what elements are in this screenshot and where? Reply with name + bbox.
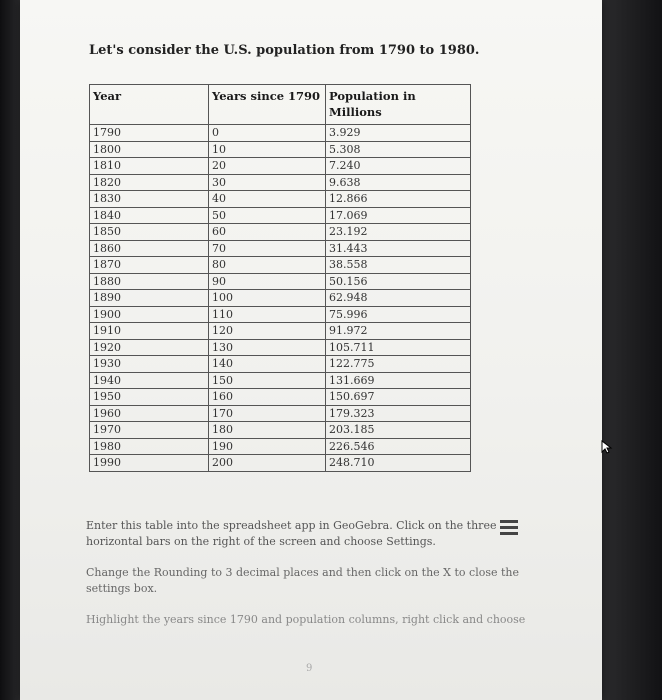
cell-year: 1820 xyxy=(90,174,209,191)
table-body xyxy=(90,125,471,472)
table-row xyxy=(90,273,471,290)
cell-year: 1960 xyxy=(90,405,209,422)
cell-year: 1810 xyxy=(90,158,209,175)
table-header-row xyxy=(90,85,471,125)
cell-years-since: 170 xyxy=(209,405,326,422)
cell-years-since: 0 xyxy=(209,125,326,142)
intro-text: Let's consider the U.S. population from 1790 to 1980. xyxy=(89,43,480,58)
cell-year: 1970 xyxy=(90,422,209,439)
cell-years-since: 20 xyxy=(209,158,326,175)
cell-year: 1800 xyxy=(90,141,209,158)
table-row xyxy=(90,438,471,455)
instruction-paragraph-3: Highlight the years since 1790 and population columns, right click and choose xyxy=(86,613,526,626)
table-row xyxy=(90,191,471,208)
cell-years-since: 90 xyxy=(209,273,326,290)
table-row xyxy=(90,455,471,472)
cell-years-since: 120 xyxy=(209,323,326,340)
population-table xyxy=(89,84,471,472)
header-years-since: Years since 1790 xyxy=(209,85,326,125)
cell-years-since: 50 xyxy=(209,207,326,224)
cell-population: 62.948 xyxy=(326,290,471,307)
table-row xyxy=(90,207,471,224)
cell-year: 1990 xyxy=(90,455,209,472)
cell-years-since: 70 xyxy=(209,240,326,257)
cell-years-since: 180 xyxy=(209,422,326,439)
cell-year: 1850 xyxy=(90,224,209,241)
cell-population: 9.638 xyxy=(326,174,471,191)
cell-population: 12.866 xyxy=(326,191,471,208)
cell-year: 1900 xyxy=(90,306,209,323)
table-row xyxy=(90,339,471,356)
cell-population: 122.775 xyxy=(326,356,471,373)
table-row xyxy=(90,174,471,191)
cell-years-since: 60 xyxy=(209,224,326,241)
cell-year: 1980 xyxy=(90,438,209,455)
cell-year: 1830 xyxy=(90,191,209,208)
cell-year: 1890 xyxy=(90,290,209,307)
cell-years-since: 140 xyxy=(209,356,326,373)
mouse-cursor-icon xyxy=(601,440,613,454)
cell-population: 203.185 xyxy=(326,422,471,439)
table-row xyxy=(90,240,471,257)
cell-years-since: 200 xyxy=(209,455,326,472)
cell-population: 38.558 xyxy=(326,257,471,274)
worksheet-page xyxy=(20,0,602,700)
cell-population: 248.710 xyxy=(326,455,471,472)
cell-years-since: 80 xyxy=(209,257,326,274)
cell-year: 1920 xyxy=(90,339,209,356)
cell-years-since: 40 xyxy=(209,191,326,208)
cell-years-since: 160 xyxy=(209,389,326,406)
cell-years-since: 150 xyxy=(209,372,326,389)
cell-years-since: 30 xyxy=(209,174,326,191)
table-row xyxy=(90,257,471,274)
table-row xyxy=(90,389,471,406)
table-row xyxy=(90,158,471,175)
table-row xyxy=(90,141,471,158)
table-row xyxy=(90,405,471,422)
cell-population: 150.697 xyxy=(326,389,471,406)
cell-years-since: 190 xyxy=(209,438,326,455)
cell-year: 1860 xyxy=(90,240,209,257)
cell-population: 105.711 xyxy=(326,339,471,356)
cell-population: 23.192 xyxy=(326,224,471,241)
header-population: Population in Millions xyxy=(326,85,471,125)
table-row xyxy=(90,372,471,389)
cell-year: 1880 xyxy=(90,273,209,290)
cell-year: 1930 xyxy=(90,356,209,373)
desk-right-edge xyxy=(600,0,662,700)
table-row xyxy=(90,422,471,439)
table-row xyxy=(90,306,471,323)
cell-population: 5.308 xyxy=(326,141,471,158)
menu-icon xyxy=(500,520,518,536)
cell-population: 50.156 xyxy=(326,273,471,290)
cell-years-since: 130 xyxy=(209,339,326,356)
table-row xyxy=(90,290,471,307)
cell-population: 131.669 xyxy=(326,372,471,389)
cell-year: 1790 xyxy=(90,125,209,142)
instruction-paragraph-2: Change the Rounding to 3 decimal places and then click on the X to close the settings box. xyxy=(86,566,520,595)
desk-left-edge xyxy=(0,0,20,700)
instruction-paragraph-1: Enter this table into the spreadsheet app in GeoGebra. Click on the three horizontal bars on the right of the screen and choose Settings. xyxy=(86,519,497,548)
cell-year: 1950 xyxy=(90,389,209,406)
table-row xyxy=(90,323,471,340)
cell-population: 3.929 xyxy=(326,125,471,142)
table-row xyxy=(90,224,471,241)
cell-year: 1840 xyxy=(90,207,209,224)
table-row xyxy=(90,356,471,373)
cell-years-since: 100 xyxy=(209,290,326,307)
header-year: Year xyxy=(90,85,209,125)
page-number: 9 xyxy=(306,663,313,674)
cell-population: 75.996 xyxy=(326,306,471,323)
cell-year: 1940 xyxy=(90,372,209,389)
cell-years-since: 10 xyxy=(209,141,326,158)
cell-year: 1910 xyxy=(90,323,209,340)
cell-population: 31.443 xyxy=(326,240,471,257)
cell-years-since: 110 xyxy=(209,306,326,323)
cell-year: 1870 xyxy=(90,257,209,274)
cell-population: 17.069 xyxy=(326,207,471,224)
cell-population: 179.323 xyxy=(326,405,471,422)
cell-population: 226.546 xyxy=(326,438,471,455)
cell-population: 7.240 xyxy=(326,158,471,175)
table-row xyxy=(90,125,471,142)
cell-population: 91.972 xyxy=(326,323,471,340)
